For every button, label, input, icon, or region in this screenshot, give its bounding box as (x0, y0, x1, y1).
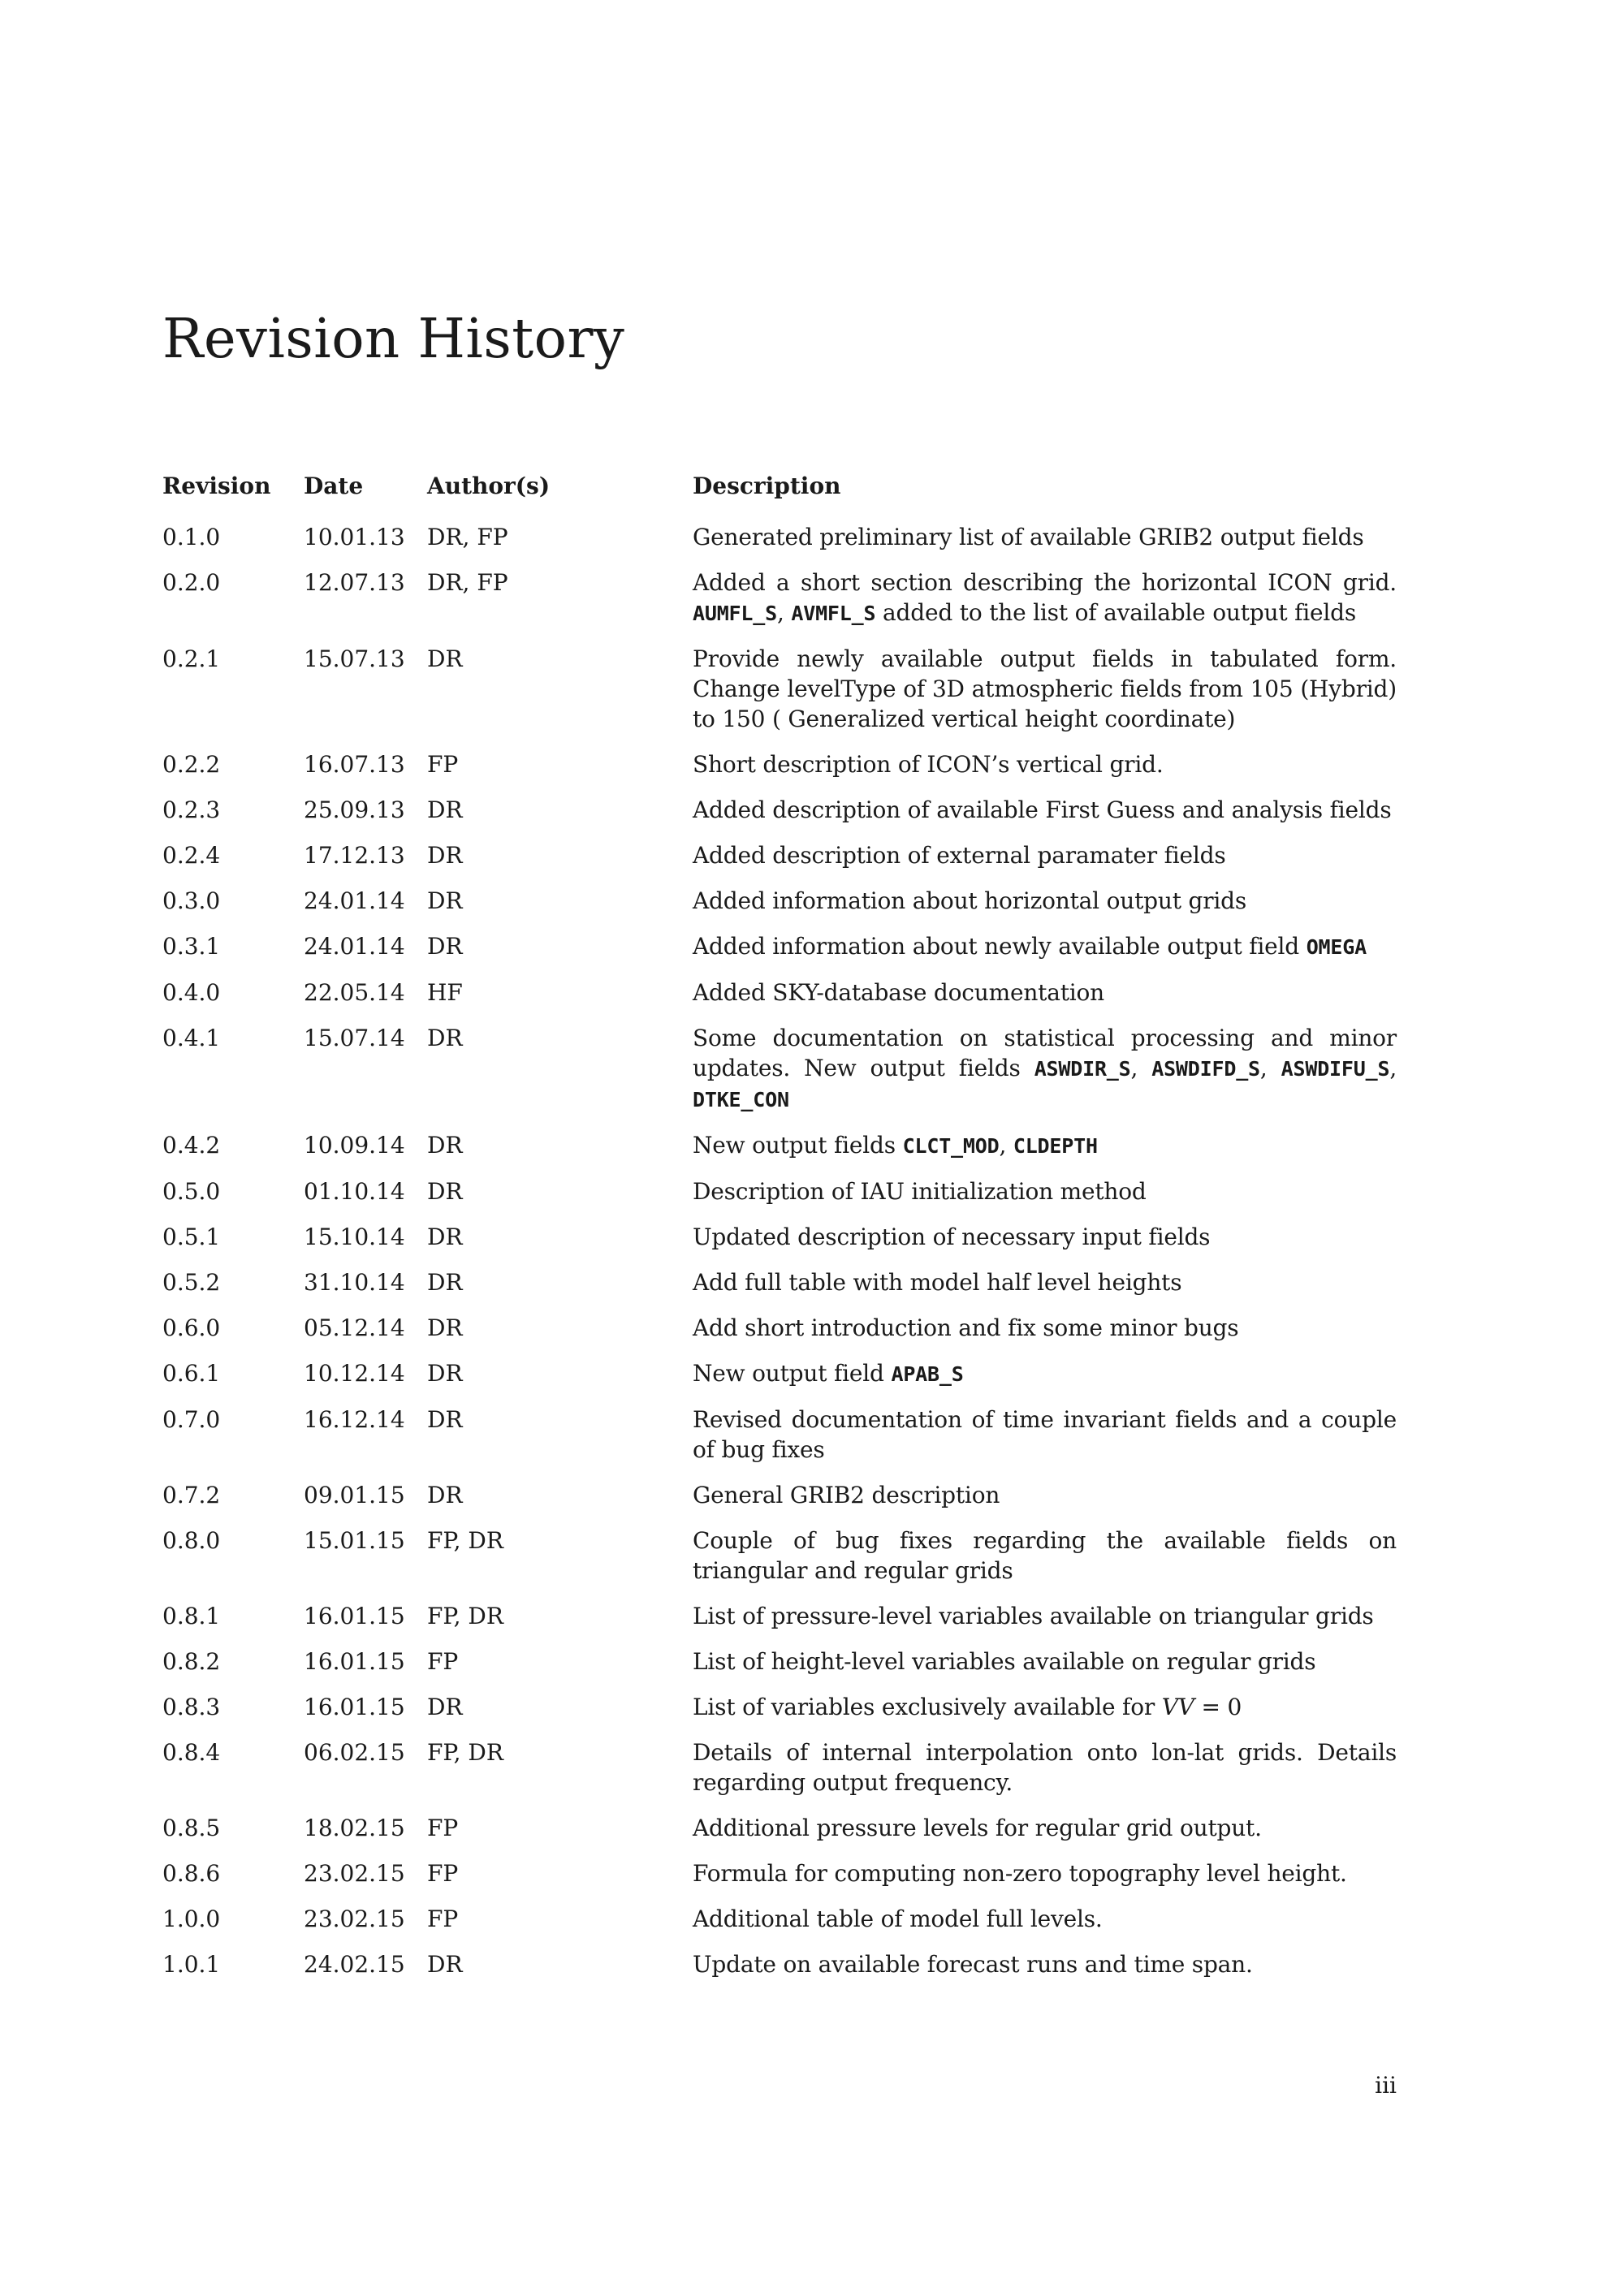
field-code: AVMFL_S (791, 602, 876, 625)
date-cell: 16.12.14 (304, 1406, 405, 1433)
revision-cell: 0.8.6 (162, 1860, 221, 1887)
description-cell (693, 644, 1397, 734)
description-cell (693, 1313, 1397, 1343)
authors-cell: DR (427, 1694, 463, 1720)
revision-cell: 0.4.2 (162, 1132, 221, 1159)
table-row (162, 1949, 1397, 1979)
revision-cell: 0.2.4 (162, 842, 221, 869)
page-number: iii (1375, 2072, 1397, 2099)
date-cell: 24.02.15 (304, 1951, 405, 1978)
authors-cell: FP (427, 1648, 459, 1675)
description-text: List of pressure-level variables available on triangular grids (693, 1603, 1374, 1629)
revision-cell: 0.2.2 (162, 751, 221, 778)
table-row (162, 795, 1397, 825)
description-text: Updated description of necessary input fields (693, 1224, 1211, 1250)
revision-cell: 0.8.2 (162, 1648, 221, 1675)
table-row (162, 568, 1397, 628)
date-cell: 15.10.14 (304, 1224, 405, 1250)
description-text: Added information about horizontal output grids (693, 887, 1247, 914)
date-cell: 23.02.15 (304, 1905, 405, 1932)
authors-cell: DR, FP (427, 569, 508, 596)
authors-cell: DR (427, 933, 463, 960)
authors-cell: FP, DR (427, 1603, 503, 1629)
revision-cell: 0.2.0 (162, 569, 221, 596)
description-cell (693, 795, 1397, 825)
description-text: Additional table of model full levels. (693, 1905, 1103, 1932)
table-row (162, 1646, 1397, 1677)
revision-cell: 0.4.0 (162, 979, 221, 1006)
description-text: General GRIB2 description (693, 1482, 1000, 1508)
description-cell (693, 1267, 1397, 1297)
description-cell (693, 1130, 1397, 1161)
authors-cell: DR (427, 1360, 463, 1387)
revision-table (162, 471, 1397, 1995)
table-row (162, 886, 1397, 916)
table-row (162, 1858, 1397, 1888)
authors-cell: FP (427, 1860, 459, 1887)
revision-cell: 0.5.0 (162, 1178, 221, 1205)
authors-cell: FP, DR (427, 1527, 503, 1554)
date-cell: 18.02.15 (304, 1815, 405, 1841)
page-title: Revision History (162, 307, 625, 370)
field-code: OMEGA (1306, 935, 1367, 959)
header-revision: Revision (162, 473, 271, 499)
revision-cell: 0.5.1 (162, 1224, 221, 1250)
description-text: Couple of bug fixes regarding the available fields on triangular and regular grids (693, 1527, 1397, 1584)
description-text: Added information about newly available output field (693, 933, 1307, 960)
date-cell: 10.12.14 (304, 1360, 405, 1387)
table-row (162, 1176, 1397, 1206)
description-cell (693, 978, 1397, 1008)
table-row (162, 1692, 1397, 1722)
date-cell: 05.12.14 (304, 1314, 405, 1341)
table-row (162, 1405, 1397, 1465)
authors-cell: DR (427, 1132, 463, 1159)
revision-cell: 0.2.3 (162, 796, 221, 823)
revision-cell: 1.0.0 (162, 1905, 221, 1932)
revision-cell: 0.7.0 (162, 1406, 221, 1433)
field-code: ASWDIR_S (1034, 1057, 1131, 1081)
table-header (162, 471, 1397, 501)
revision-cell: 0.6.0 (162, 1314, 221, 1341)
authors-cell: DR (427, 645, 463, 672)
revision-cell: 0.3.0 (162, 887, 221, 914)
authors-cell: DR (427, 1314, 463, 1341)
table-row (162, 840, 1397, 870)
date-cell: 23.02.15 (304, 1860, 405, 1887)
date-cell: 10.09.14 (304, 1132, 405, 1159)
description-cell (693, 1692, 1397, 1722)
revision-cell: 0.2.1 (162, 645, 221, 672)
authors-cell: DR (427, 842, 463, 869)
table-row (162, 931, 1397, 962)
table-row (162, 522, 1397, 552)
authors-cell: DR (427, 887, 463, 914)
table-row (162, 1023, 1397, 1115)
field-code: CLCT_MOD (902, 1134, 1000, 1158)
table-body (162, 522, 1397, 1979)
field-code: DTKE_CON (693, 1088, 789, 1111)
description-text: Generated preliminary list of available GRIB2 output fields (693, 524, 1364, 550)
description-cell (693, 1813, 1397, 1843)
field-code: APAB_S (891, 1362, 964, 1386)
description-text: , (1389, 1055, 1397, 1081)
description-cell (693, 1358, 1397, 1389)
authors-cell: DR (427, 1178, 463, 1205)
description-text: List of height-level variables available on regular grids (693, 1648, 1316, 1675)
description-text: List of variables exclusively available for (693, 1694, 1162, 1720)
description-cell (693, 749, 1397, 779)
authors-cell: DR (427, 1951, 463, 1978)
description-text: , (776, 599, 792, 626)
date-cell: 22.05.14 (304, 979, 405, 1006)
description-text: = 0 (1194, 1694, 1242, 1720)
revision-cell: 0.8.5 (162, 1815, 221, 1841)
table-row (162, 1130, 1397, 1161)
revision-cell: 0.1.0 (162, 524, 221, 550)
description-cell (693, 931, 1397, 962)
table-row (162, 1313, 1397, 1343)
description-text: , (1259, 1055, 1281, 1081)
authors-cell: FP, DR (427, 1739, 503, 1766)
description-text: Additional pressure levels for regular grid output. (693, 1815, 1262, 1841)
description-cell (693, 1949, 1397, 1979)
description-text: added to the list of available output fields (875, 599, 1357, 626)
description-text: Added a short section describing the horizontal ICON grid. (693, 569, 1397, 596)
table-row (162, 749, 1397, 779)
field-code: ASWDIFU_S (1281, 1057, 1390, 1081)
description-cell (693, 1023, 1397, 1115)
description-text: Add full table with model half level heights (693, 1269, 1182, 1296)
revision-cell: 0.8.1 (162, 1603, 221, 1629)
revision-cell: 1.0.1 (162, 1951, 221, 1978)
description-text: Revised documentation of time invariant fields and a couple of bug fixes (693, 1406, 1397, 1463)
authors-cell: FP (427, 1815, 459, 1841)
table-row (162, 1267, 1397, 1297)
description-cell (693, 1646, 1397, 1677)
table-row (162, 1904, 1397, 1934)
description-text: New output fields (693, 1132, 903, 1159)
date-cell: 17.12.13 (304, 842, 405, 869)
description-text: Added description of external paramater fields (693, 842, 1226, 869)
table-row (162, 1526, 1397, 1586)
description-text: Some documentation on statistical processing and minor updates. New output fields (693, 1025, 1397, 1081)
description-text: New output field (693, 1360, 892, 1387)
date-cell: 24.01.14 (304, 887, 405, 914)
description-text: Details of internal interpolation onto lon-lat grids. Details regarding output frequency. (693, 1739, 1397, 1796)
date-cell: 16.01.15 (304, 1648, 405, 1675)
date-cell: 15.01.15 (304, 1527, 405, 1554)
table-row (162, 1601, 1397, 1631)
date-cell: 16.07.13 (304, 751, 405, 778)
description-text: Add short introduction and fix some minor bugs (693, 1314, 1239, 1341)
authors-cell: DR (427, 796, 463, 823)
revision-cell: 0.8.0 (162, 1527, 221, 1554)
date-cell: 06.02.15 (304, 1739, 405, 1766)
header-description: Description (693, 473, 841, 499)
authors-cell: DR (427, 1224, 463, 1250)
date-cell: 10.01.13 (304, 524, 405, 550)
revision-cell: 0.8.3 (162, 1694, 221, 1720)
table-row (162, 1358, 1397, 1389)
revision-cell: 0.8.4 (162, 1739, 221, 1766)
authors-cell: FP (427, 1905, 459, 1932)
field-code: CLDEPTH (1013, 1134, 1098, 1158)
revision-cell: 0.6.1 (162, 1360, 221, 1387)
revision-cell: 0.5.2 (162, 1269, 221, 1296)
description-cell (693, 568, 1397, 628)
authors-cell: FP (427, 751, 459, 778)
date-cell: 24.01.14 (304, 933, 405, 960)
authors-cell: DR (427, 1025, 463, 1051)
table-row (162, 1480, 1397, 1510)
description-text: , (999, 1132, 1013, 1159)
description-cell (693, 886, 1397, 916)
description-cell (693, 1480, 1397, 1510)
field-code: ASWDIFD_S (1151, 1057, 1260, 1081)
date-cell: 15.07.14 (304, 1025, 405, 1051)
description-text: Update on available forecast runs and time span. (693, 1951, 1253, 1978)
description-cell (693, 840, 1397, 870)
description-text: Short description of ICON’s vertical grid. (693, 751, 1164, 778)
authors-cell: DR (427, 1406, 463, 1433)
header-date: Date (304, 473, 364, 499)
table-row (162, 1813, 1397, 1843)
date-cell: 12.07.13 (304, 569, 405, 596)
description-cell (693, 1176, 1397, 1206)
description-text: Formula for computing non-zero topography level height. (693, 1860, 1347, 1887)
description-text: Added description of available First Guess and analysis fields (693, 796, 1392, 823)
table-row (162, 644, 1397, 734)
description-cell (693, 1904, 1397, 1934)
description-cell (693, 522, 1397, 552)
table-row (162, 1737, 1397, 1798)
revision-cell: 0.4.1 (162, 1025, 221, 1051)
date-cell: 16.01.15 (304, 1603, 405, 1629)
description-cell (693, 1737, 1397, 1798)
description-text: Provide newly available output fields in tabulated form. Change levelType of 3D atmospheric fields from 105 (Hybrid) to 150 ( Generalized vertical height coordinate) (693, 645, 1397, 732)
date-cell: 01.10.14 (304, 1178, 405, 1205)
description-cell (693, 1405, 1397, 1465)
table-row (162, 1222, 1397, 1252)
revision-cell: 0.7.2 (162, 1482, 221, 1508)
authors-cell: DR (427, 1482, 463, 1508)
field-code: AUMFL_S (693, 602, 777, 625)
description-cell (693, 1601, 1397, 1631)
description-cell (693, 1858, 1397, 1888)
date-cell: 25.09.13 (304, 796, 405, 823)
header-authors: Author(s) (427, 473, 551, 499)
authors-cell: HF (427, 979, 463, 1006)
description-text: Added SKY-database documentation (693, 979, 1104, 1006)
date-cell: 15.07.13 (304, 645, 405, 672)
description-text: Description of IAU initialization method (693, 1178, 1147, 1205)
description-cell (693, 1222, 1397, 1252)
revision-cell: 0.3.1 (162, 933, 221, 960)
math-variable: VV (1161, 1694, 1194, 1720)
date-cell: 31.10.14 (304, 1269, 405, 1296)
date-cell: 09.01.15 (304, 1482, 405, 1508)
table-row (162, 978, 1397, 1008)
description-cell (693, 1526, 1397, 1586)
authors-cell: DR (427, 1269, 463, 1296)
authors-cell: DR, FP (427, 524, 508, 550)
date-cell: 16.01.15 (304, 1694, 405, 1720)
description-text: , (1130, 1055, 1152, 1081)
